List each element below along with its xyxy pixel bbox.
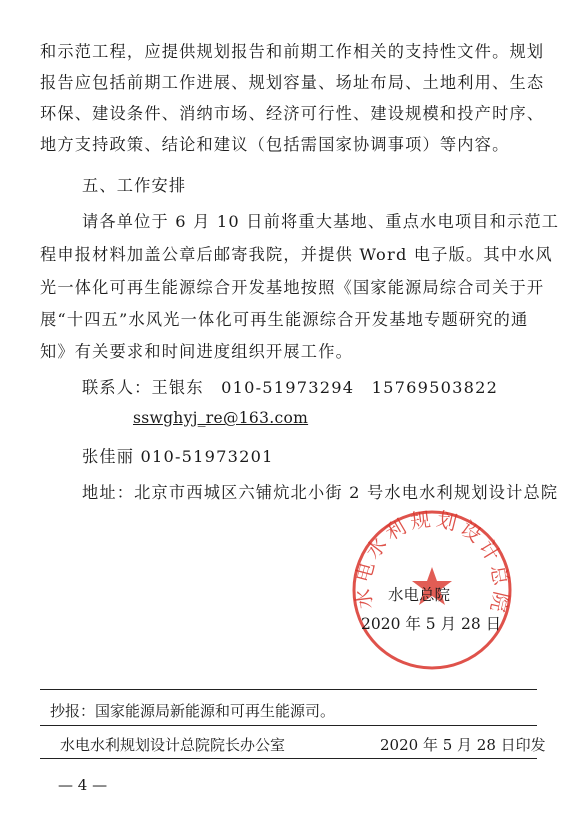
footer-divider-bottom [40, 758, 537, 759]
body-line-5: 请各单位于 6 月 10 日前将重大基地、重点水电项目和示范工 [82, 212, 560, 231]
issue-date: 2020 年 5 月 28 日印发 [380, 736, 546, 754]
signature-org: 水电总院 [388, 586, 451, 604]
body-line-9: 知》有关要求和时间进度组织开展工作。 [40, 342, 353, 361]
body-line-4: 地方支持政策、结论和建议（包括需国家协调事项）等内容。 [40, 135, 510, 154]
signature-date: 2020 年 5 月 28 日 [361, 615, 502, 633]
issuer: 水电水利规划设计总院院长办公室 [60, 736, 286, 754]
contact-line-2: 张佳丽 010-51973201 [82, 447, 274, 466]
body-line-3: 环保、建设条件、消纳市场、经济可行性、建设规模和投产时序、 [40, 104, 545, 123]
cc-line: 抄报：国家能源局新能源和可再生能源司。 [50, 702, 336, 720]
footer-divider-middle [40, 725, 537, 726]
contact-line-1: 联系人：王银东 010-51973294 15769503822 [82, 378, 499, 397]
body-line-1: 和示范工程，应提供规划报告和前期工作相关的支持性文件。规划 [40, 42, 545, 61]
footer-divider-top [40, 689, 537, 690]
page-number: — 4 — [58, 776, 108, 794]
contact-email[interactable]: sswghyj_re@163.com [133, 409, 309, 427]
svg-text:水电水利规划设计总院: 水电水利规划设计总院 [350, 506, 514, 619]
address-line: 地址：北京市西城区六铺炕北小街 2 号水电水利规划设计总院 [82, 483, 559, 502]
section-title: 五、工作安排 [82, 176, 187, 195]
body-line-6: 程申报材料加盖公章后邮寄我院，并提供 Word 电子版。其中水风 [40, 245, 553, 264]
body-line-2: 报告应包括前期工作进展、规划容量、场址布局、土地利用、生态 [40, 73, 545, 92]
body-line-8: 展“十四五”水风光一体化可再生能源综合开发基地专题研究的通 [40, 310, 529, 329]
body-line-7: 光一体化可再生能源综合开发基地按照《国家能源局综合司关于开 [40, 278, 545, 297]
